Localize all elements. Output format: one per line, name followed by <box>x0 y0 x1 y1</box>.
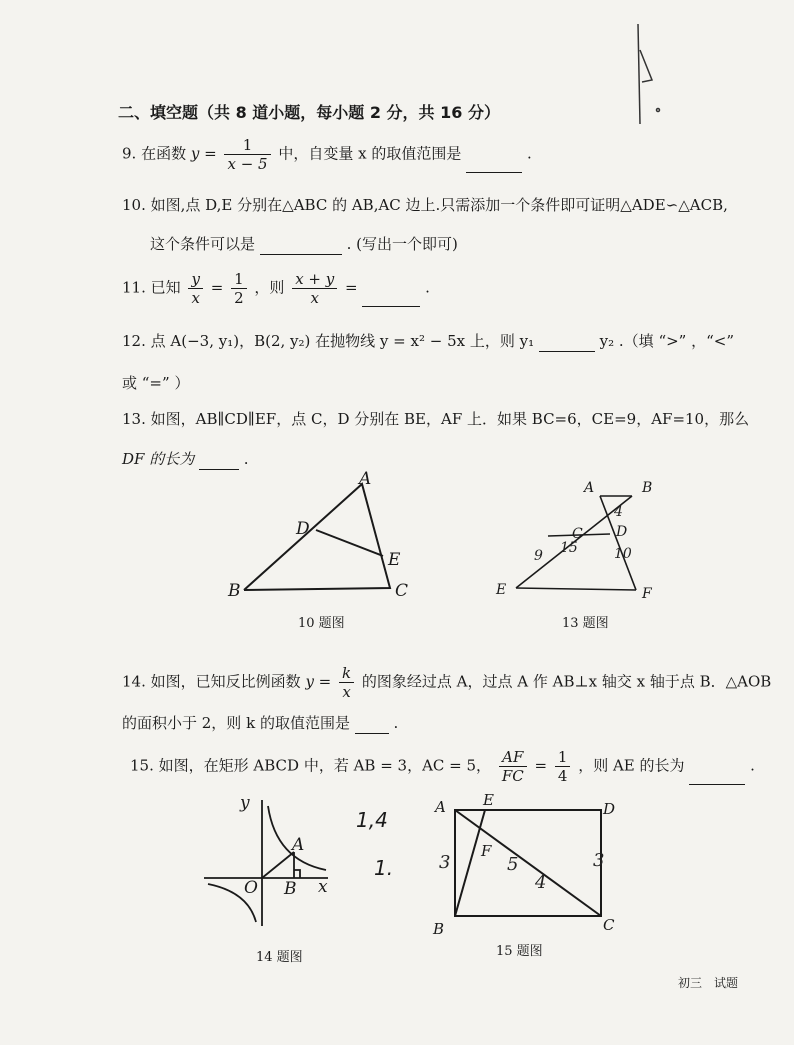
fig15-hand-3-left: 3 <box>439 852 451 873</box>
q15-f1-den: FC <box>501 767 524 785</box>
q15-end: . <box>750 756 755 775</box>
section-title: 二、填空题（共 8 道小题，每小题 2 分，共 16 分） <box>118 103 500 122</box>
fig13-hand-10: 10 <box>614 546 632 562</box>
q15-fraction-2 <box>555 748 571 785</box>
fig10-triangle <box>244 484 390 590</box>
fig15-label-a: A <box>435 798 446 816</box>
q15-f1-num: AF <box>499 748 527 767</box>
question-15 <box>130 748 755 785</box>
q9-fraction-den: x − 5 <box>227 155 268 173</box>
figure-15 <box>425 790 625 940</box>
fig14-label-b: B <box>284 879 297 899</box>
fig14-label-x: x <box>318 877 328 897</box>
fig13-line-ef <box>516 588 636 590</box>
q11-number: 11. <box>122 278 146 297</box>
q14-number: 14. <box>122 672 146 691</box>
question-14-line2 <box>122 712 398 734</box>
fig15-line-be <box>455 810 485 916</box>
page-footer: 初三 试题 <box>678 976 739 990</box>
fig14-line-oa <box>262 852 294 878</box>
q14-fraction-den: x <box>342 683 351 701</box>
q9-text-a: 在函数 <box>141 144 187 163</box>
q15-number: 15. <box>130 756 154 775</box>
q10-answer-blank[interactable] <box>260 238 342 255</box>
q11-f2-den: 2 <box>234 289 244 307</box>
q11-f1-den: x <box>191 289 200 307</box>
fig14-label-o: O <box>244 878 258 898</box>
q14-fraction-num: k <box>339 664 354 683</box>
q10-line2a: 这个条件可以是 <box>150 235 256 253</box>
q12-line1: 点 A(−3, y₁)，B(2, y₂) 在抛物线 y = x² − 5x 上，则 y₁ <box>150 332 535 350</box>
q14-line2b: . <box>393 714 399 732</box>
q9-fraction <box>224 136 270 173</box>
q13-line1: 如图，AB∥CD∥EF，点 C，D 分别在 BE，AF 上．如果 BC=6，CE=9，AF=10，那么 <box>150 410 750 428</box>
q11-f3-num: x + y <box>292 270 337 289</box>
fig15-label-e: E <box>483 791 494 809</box>
fig10-segment-de <box>316 530 383 556</box>
q12-line2: 或 “=” ） <box>122 374 190 392</box>
fig15-label-d: D <box>603 800 616 818</box>
fig13-label-c: C <box>572 526 583 542</box>
q9-func-lhs: y = <box>190 144 217 163</box>
fig13-label-d: D <box>616 524 628 540</box>
fig15-caption: 15 题图 <box>496 944 543 959</box>
fig15-label-f: F <box>481 842 492 860</box>
fig10-label-b: B <box>228 581 241 601</box>
fig10-label-e: E <box>388 550 401 570</box>
fig13-caption: 13 题图 <box>562 616 609 631</box>
q15-f2-den: 4 <box>557 767 568 785</box>
fig15-diagonal-ac <box>455 810 601 916</box>
q15-text-a: 如图，在矩形 ABCD 中，若 AB = 3，AC = 5， <box>158 756 492 775</box>
fig13-label-e: E <box>496 582 507 598</box>
margin-note-2: 1. <box>374 856 394 880</box>
q14-fraction <box>339 664 354 701</box>
q14-line1b: 的图象经过点 A，过点 A 作 AB⊥x 轴交 x 轴于点 B．△AOB <box>361 672 772 691</box>
question-13 <box>122 408 749 430</box>
figure-14 <box>200 790 340 930</box>
figure-10 <box>220 470 420 610</box>
fig13-label-b: B <box>642 480 653 496</box>
question-9 <box>122 136 532 173</box>
q9-end: . <box>526 144 532 163</box>
q11-fraction-2 <box>231 270 247 307</box>
question-13-line2 <box>122 448 249 470</box>
q9-text-b: 中，自变量 x 的取值范围是 <box>278 144 462 163</box>
q10-line1: 如图,点 D,E 分别在△ABC 的 AB,AC 边上.只需添加一个条件即可证明△ADE∽△ACB, <box>150 196 728 214</box>
q11-text-b: ，则 <box>254 278 285 297</box>
fig14-caption: 14 题图 <box>256 950 303 965</box>
fig10-caption: 10 题图 <box>298 616 345 631</box>
q11-answer-blank[interactable] <box>362 290 420 307</box>
q14-line2a: 的面积小于 2，则 k 的取值范围是 <box>122 714 350 732</box>
question-10-line2 <box>150 233 458 255</box>
q11-eq2: = <box>345 278 358 297</box>
q13-line2b: . <box>243 450 249 468</box>
q11-f2-num: 1 <box>231 270 247 289</box>
pen-mark-stroke <box>640 50 652 82</box>
figure-13 <box>490 474 670 604</box>
pen-mark-dot <box>657 109 660 112</box>
q11-f3-den: x <box>310 289 319 307</box>
fig15-label-b: B <box>433 920 445 938</box>
q11-fraction-1 <box>188 270 202 307</box>
fig15-hand-3-right: 3 <box>593 850 605 871</box>
fig13-label-f: F <box>642 586 652 602</box>
q11-eq1: = <box>210 278 224 297</box>
fig15-hand-5: 5 <box>507 854 519 875</box>
q14-answer-blank[interactable] <box>355 717 389 734</box>
fig10-label-a: A <box>359 470 372 489</box>
q12-number: 12. <box>122 332 146 350</box>
q15-answer-blank[interactable] <box>689 768 745 785</box>
margin-note-1: 1,4 <box>356 808 388 832</box>
q14-func-lhs: y = <box>305 672 332 691</box>
fig10-label-d: D <box>296 519 310 539</box>
fig13-hand-15: 15 <box>560 540 578 556</box>
q13-answer-blank[interactable] <box>199 453 239 470</box>
q9-fraction-num: 1 <box>224 136 270 155</box>
q12-answer-blank[interactable] <box>539 335 595 352</box>
q11-text-a: 已知 <box>150 278 181 297</box>
question-11 <box>122 270 430 307</box>
q15-text-b: ，则 AE 的长为 <box>578 756 685 775</box>
q9-answer-blank[interactable] <box>466 156 522 173</box>
q13-line2a: DF 的长为 <box>122 450 195 468</box>
fig13-hand-4: 4 <box>614 504 623 520</box>
q11-fraction-3 <box>292 270 337 307</box>
fig14-label-y: y <box>240 793 250 813</box>
q9-number: 9. <box>122 144 137 163</box>
fig14-label-a: A <box>292 835 305 855</box>
fig15-hand-4: 4 <box>535 872 547 893</box>
fig13-label-a: A <box>584 480 595 496</box>
q10-line2b: . (写出一个即可) <box>346 235 458 253</box>
question-14 <box>122 664 771 701</box>
q11-end: . <box>425 278 430 297</box>
q12-mid: y₂ .（填 “>” ，“<” <box>599 332 735 350</box>
pen-marks <box>630 20 670 130</box>
q14-line1a: 如图，已知反比例函数 <box>150 672 301 691</box>
pen-mark-line <box>638 24 640 124</box>
fig15-label-c: C <box>603 916 615 934</box>
q15-fraction-1 <box>499 748 527 785</box>
q13-number: 13. <box>122 410 146 428</box>
q15-f2-num: 1 <box>555 748 571 767</box>
fig13-hand-9: 9 <box>534 548 543 564</box>
question-12 <box>122 330 734 352</box>
q15-eq: = <box>534 756 548 775</box>
fig10-label-c: C <box>395 581 409 601</box>
q11-f1-num: y <box>188 270 202 289</box>
q10-number: 10. <box>122 196 146 214</box>
question-10 <box>122 194 728 216</box>
